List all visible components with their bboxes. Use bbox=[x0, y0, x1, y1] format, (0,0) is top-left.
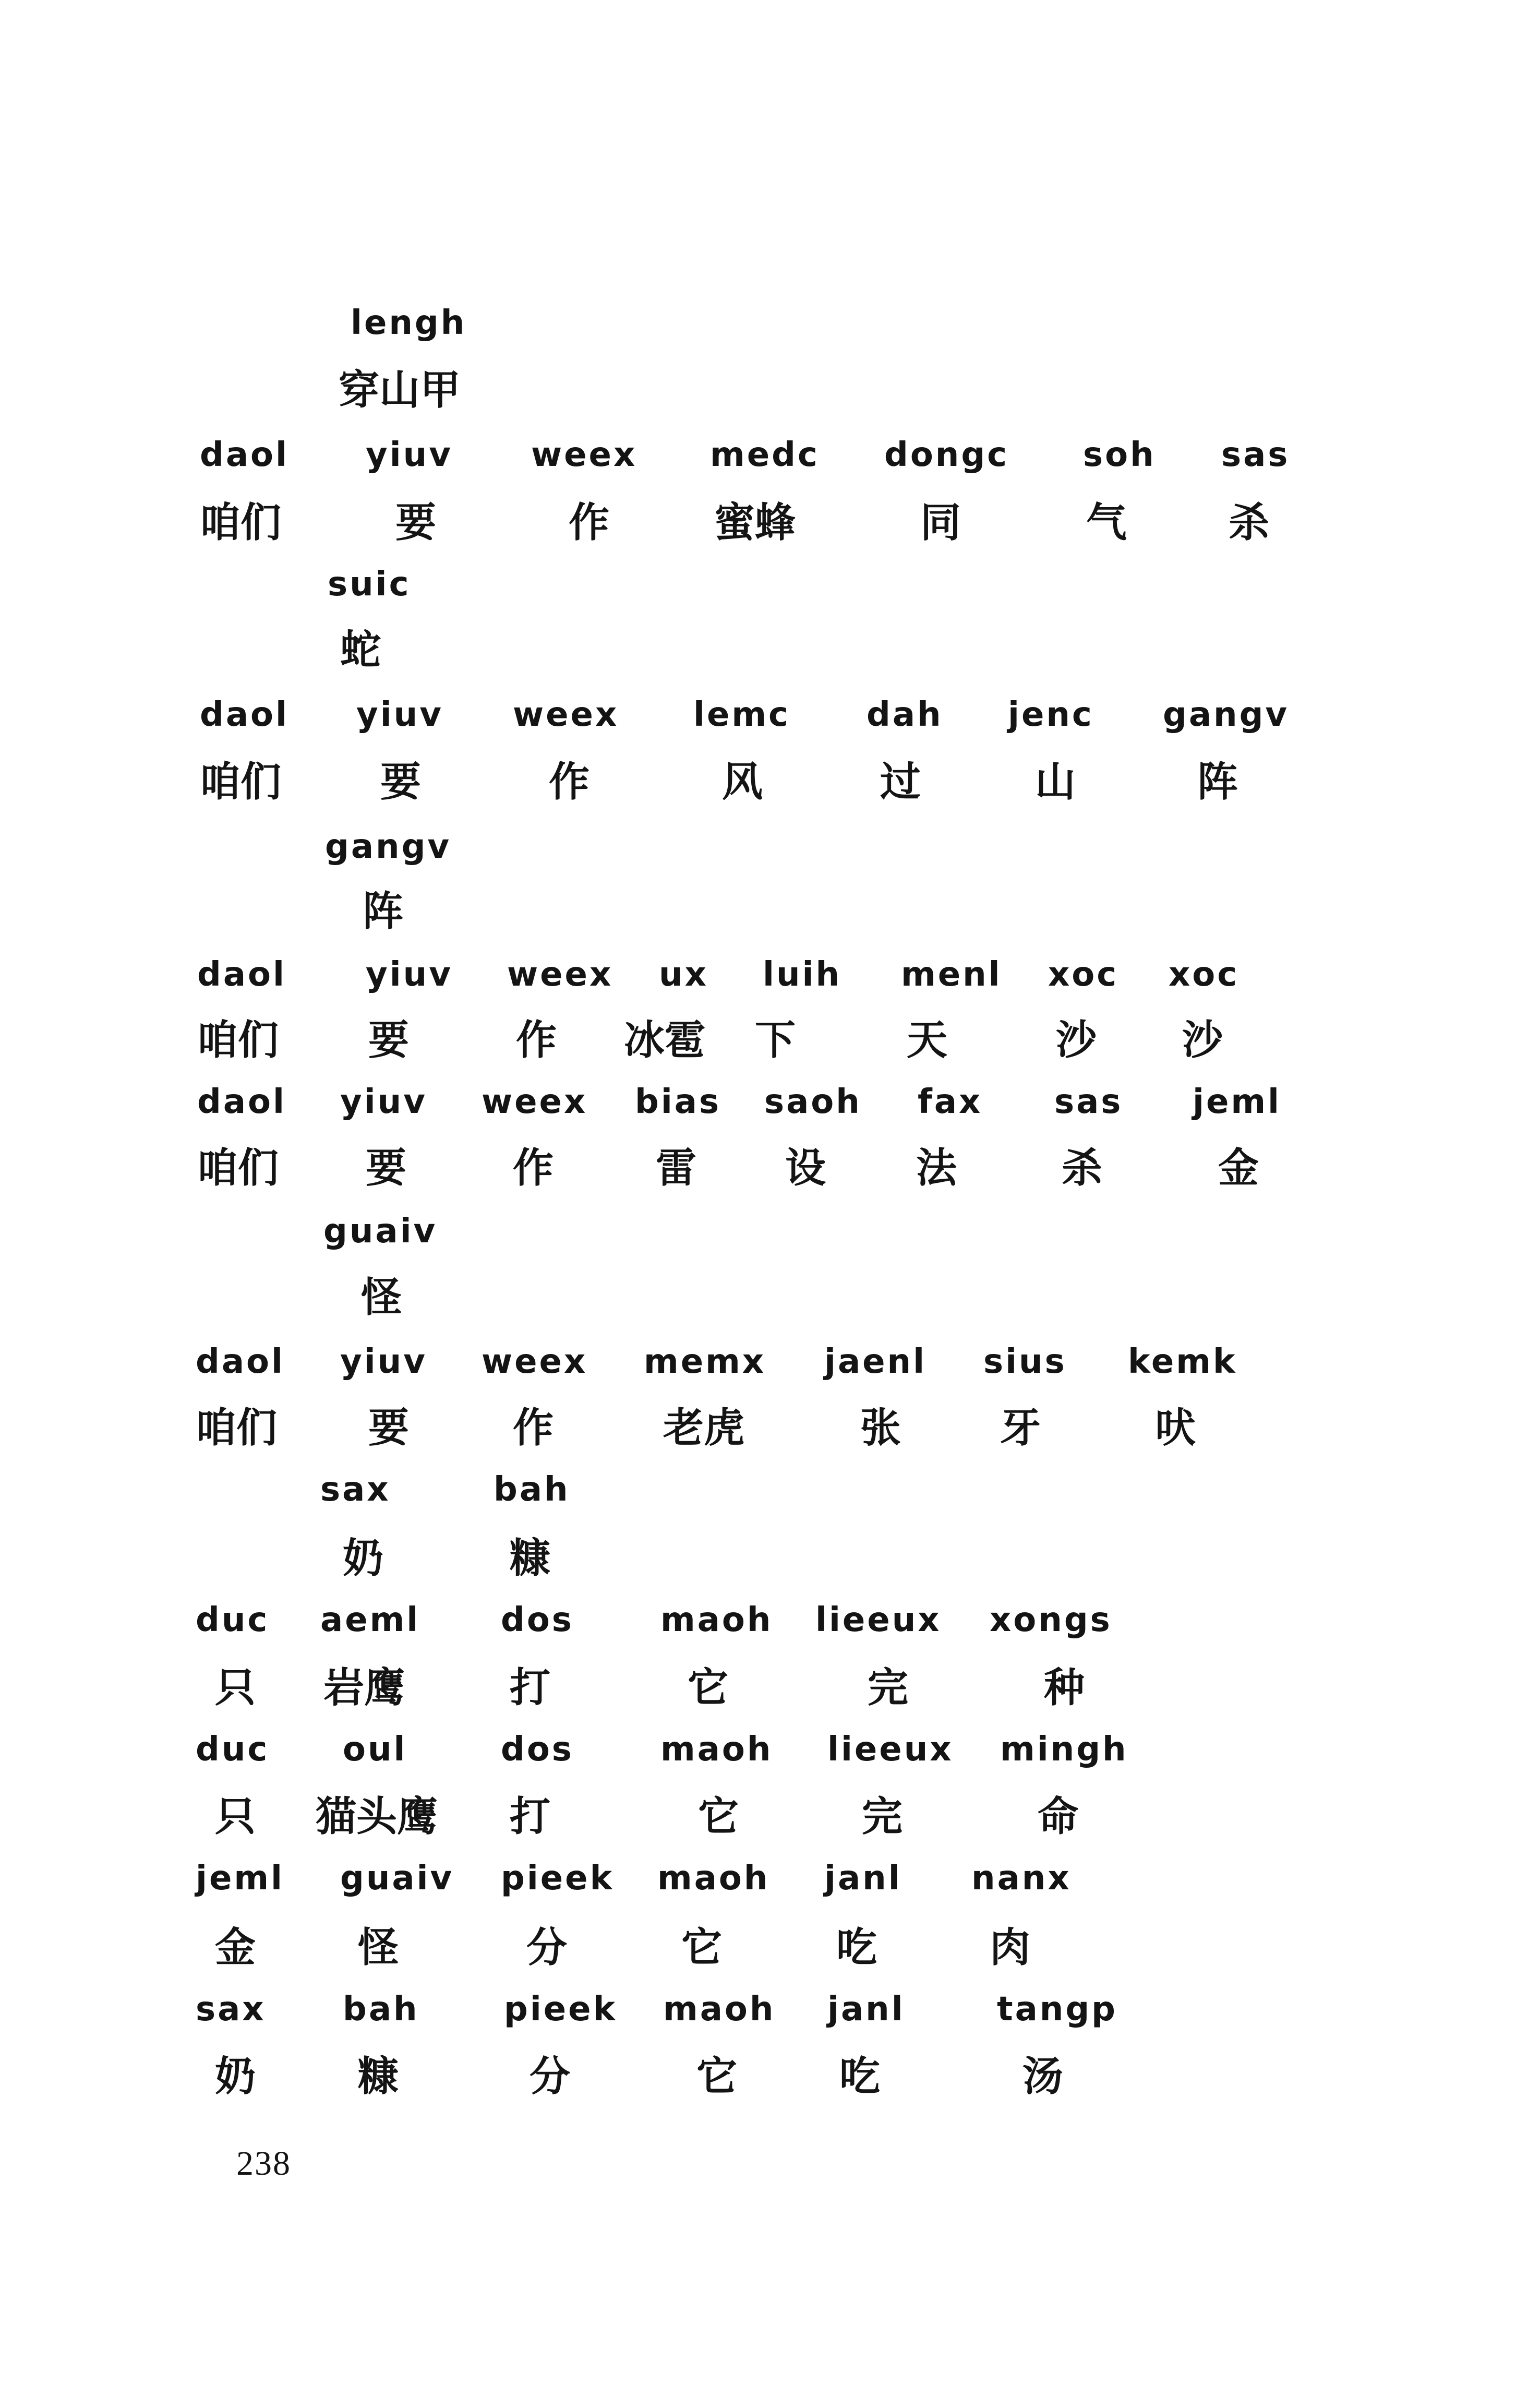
gloss-word: 作 bbox=[549, 759, 590, 806]
gloss-word: 张 bbox=[860, 1405, 901, 1452]
gloss-line bbox=[0, 367, 1540, 414]
romanized-line bbox=[0, 1211, 1540, 1252]
gloss-word: 打 bbox=[510, 1664, 551, 1711]
gloss-word: 肉 bbox=[990, 1924, 1031, 1971]
gloss-line bbox=[0, 1793, 1540, 1840]
gloss-line bbox=[0, 1664, 1540, 1711]
gloss-word: 吠 bbox=[1155, 1405, 1196, 1452]
gloss-word: 金 bbox=[215, 1924, 256, 1971]
romanized-word: dongc bbox=[884, 436, 1009, 474]
gloss-word: 分 bbox=[530, 2053, 571, 2100]
gloss-word: 作 bbox=[569, 499, 610, 546]
gloss-word: 打 bbox=[510, 1793, 551, 1840]
gloss-word: 命 bbox=[1038, 1793, 1079, 1840]
romanized-word: yiuv bbox=[356, 696, 443, 734]
gloss-word: 蛇 bbox=[340, 627, 381, 674]
romanized-word: sax bbox=[196, 1990, 266, 2029]
gloss-word: 天 bbox=[907, 1017, 948, 1064]
romanized-word: lemc bbox=[693, 696, 790, 734]
romanized-word: yiuv bbox=[366, 436, 453, 474]
gloss-word: 岩鹰 bbox=[323, 1664, 405, 1711]
gloss-word: 糠 bbox=[358, 2053, 399, 2100]
romanized-word: daol bbox=[200, 436, 289, 474]
gloss-word: 种 bbox=[1044, 1664, 1085, 1711]
romanized-word: jeml bbox=[196, 1859, 284, 1898]
romanized-word: lengh bbox=[351, 304, 467, 342]
gloss-word: 冰雹 bbox=[624, 1017, 706, 1064]
page-number: 238 bbox=[236, 2144, 291, 2183]
romanized-word: bah bbox=[494, 1470, 570, 1509]
romanized-line bbox=[0, 1341, 1540, 1383]
gloss-word: 杀 bbox=[1062, 1145, 1103, 1192]
gloss-word: 下 bbox=[755, 1017, 796, 1064]
gloss-word: 作 bbox=[513, 1145, 554, 1192]
gloss-word: 吃 bbox=[836, 1924, 877, 1971]
romanized-word: yiuv bbox=[340, 1343, 427, 1381]
romanized-word: lieeux bbox=[815, 1601, 942, 1639]
gloss-word: 怪 bbox=[361, 1274, 402, 1321]
romanized-word: jeml bbox=[1193, 1083, 1281, 1121]
gloss-word: 只 bbox=[215, 1664, 256, 1711]
gloss-line bbox=[0, 1274, 1540, 1321]
romanized-word: janl bbox=[827, 1990, 905, 2029]
gloss-word: 雷 bbox=[656, 1145, 697, 1192]
romanized-word: maoh bbox=[660, 1601, 773, 1639]
romanized-line bbox=[0, 1081, 1540, 1123]
gloss-word: 阵 bbox=[363, 888, 404, 935]
gloss-line bbox=[0, 1145, 1540, 1192]
romanized-word: xoc bbox=[1169, 955, 1240, 994]
gloss-word: 沙 bbox=[1056, 1017, 1097, 1064]
gloss-word: 奶 bbox=[215, 2053, 256, 2100]
romanized-word: soh bbox=[1083, 436, 1156, 474]
gloss-word: 分 bbox=[526, 1924, 568, 1971]
gloss-word: 风 bbox=[722, 759, 763, 806]
romanized-word: kemk bbox=[1128, 1343, 1237, 1381]
romanized-word: maoh bbox=[657, 1859, 770, 1898]
gloss-word: 蜜蜂 bbox=[714, 499, 796, 546]
gloss-line bbox=[0, 888, 1540, 935]
gloss-line bbox=[0, 759, 1540, 806]
gloss-word: 沙 bbox=[1182, 1017, 1223, 1064]
romanized-line bbox=[0, 302, 1540, 344]
gloss-word: 作 bbox=[513, 1405, 554, 1452]
gloss-word: 要 bbox=[368, 1405, 410, 1452]
gloss-word: 要 bbox=[368, 1017, 410, 1064]
romanized-word: weex bbox=[531, 436, 637, 474]
gloss-word: 穿山甲 bbox=[339, 367, 461, 414]
romanized-word: saoh bbox=[764, 1083, 862, 1121]
romanized-word: guaiv bbox=[323, 1212, 438, 1251]
romanized-word: dah bbox=[867, 696, 943, 734]
romanized-word: gangv bbox=[325, 828, 452, 866]
romanized-word: duc bbox=[196, 1730, 270, 1769]
gloss-word: 完 bbox=[862, 1793, 903, 1840]
gloss-word: 气 bbox=[1086, 499, 1127, 546]
romanized-word: daol bbox=[200, 696, 289, 734]
romanized-word: menl bbox=[901, 955, 1002, 994]
gloss-word: 吃 bbox=[839, 2053, 881, 2100]
gloss-word: 猫头鹰 bbox=[316, 1793, 438, 1840]
romanized-word: luih bbox=[763, 955, 841, 994]
gloss-word: 它 bbox=[696, 2053, 738, 2100]
romanized-word: sax bbox=[320, 1470, 391, 1509]
gloss-word: 它 bbox=[698, 1793, 739, 1840]
gloss-word: 咱们 bbox=[197, 1145, 279, 1192]
romanized-line bbox=[0, 1469, 1540, 1511]
romanized-word: mingh bbox=[1000, 1730, 1128, 1769]
romanized-word: weex bbox=[507, 955, 613, 994]
gloss-word: 阵 bbox=[1197, 759, 1238, 806]
romanized-word: sius bbox=[983, 1343, 1067, 1381]
gloss-line bbox=[0, 1405, 1540, 1452]
romanized-word: maoh bbox=[660, 1730, 773, 1769]
gloss-word: 要 bbox=[380, 759, 422, 806]
gloss-word: 汤 bbox=[1022, 2053, 1064, 2100]
romanized-word: pieek bbox=[504, 1990, 618, 2029]
romanized-word: oul bbox=[343, 1730, 407, 1769]
romanized-line bbox=[0, 1857, 1540, 1899]
gloss-word: 它 bbox=[688, 1664, 729, 1711]
romanized-word: dos bbox=[501, 1730, 574, 1769]
gloss-line bbox=[0, 1924, 1540, 1971]
gloss-word: 金 bbox=[1218, 1145, 1259, 1192]
romanized-line bbox=[0, 564, 1540, 605]
gloss-word: 设 bbox=[785, 1145, 826, 1192]
romanized-line bbox=[0, 1599, 1540, 1641]
romanized-word: pieek bbox=[501, 1859, 615, 1898]
gloss-word: 过 bbox=[880, 759, 921, 806]
romanized-word: fax bbox=[918, 1083, 983, 1121]
gloss-line bbox=[0, 627, 1540, 674]
gloss-word: 作 bbox=[516, 1017, 557, 1064]
gloss-word: 怪 bbox=[358, 1924, 399, 1971]
gloss-line bbox=[0, 2053, 1540, 2100]
romanized-word: weex bbox=[482, 1083, 588, 1121]
gloss-word: 咱们 bbox=[196, 1405, 278, 1452]
gloss-word: 法 bbox=[916, 1145, 957, 1192]
romanized-word: nanx bbox=[971, 1859, 1072, 1898]
gloss-word: 完 bbox=[868, 1664, 909, 1711]
romanized-word: ux bbox=[659, 955, 708, 994]
romanized-line bbox=[0, 694, 1540, 736]
romanized-word: gangv bbox=[1163, 696, 1290, 734]
romanized-word: duc bbox=[196, 1601, 270, 1639]
gloss-word: 只 bbox=[215, 1793, 256, 1840]
romanized-word: xoc bbox=[1048, 955, 1119, 994]
romanized-word: maoh bbox=[663, 1990, 776, 2029]
romanized-word: lieeux bbox=[827, 1730, 954, 1769]
romanized-word: tangp bbox=[997, 1990, 1117, 2029]
romanized-word: jenc bbox=[1008, 696, 1094, 734]
romanized-word: weex bbox=[482, 1343, 588, 1381]
romanized-word: medc bbox=[710, 436, 820, 474]
gloss-word: 要 bbox=[395, 499, 437, 546]
gloss-line bbox=[0, 499, 1540, 546]
gloss-word: 山 bbox=[1035, 759, 1076, 806]
romanized-word: daol bbox=[197, 1083, 286, 1121]
gloss-word: 杀 bbox=[1229, 499, 1270, 546]
gloss-word: 同 bbox=[920, 499, 961, 546]
romanized-word: bah bbox=[343, 1990, 419, 2029]
gloss-word: 咱们 bbox=[200, 759, 282, 806]
romanized-word: weex bbox=[513, 696, 619, 734]
gloss-word: 它 bbox=[681, 1924, 723, 1971]
romanized-word: sas bbox=[1054, 1083, 1123, 1121]
gloss-word: 老虎 bbox=[663, 1405, 745, 1452]
romanized-word: guaiv bbox=[340, 1859, 454, 1898]
gloss-line bbox=[0, 1017, 1540, 1064]
romanized-word: jaenl bbox=[824, 1343, 927, 1381]
romanized-line bbox=[0, 1729, 1540, 1770]
gloss-word: 要 bbox=[366, 1145, 407, 1192]
romanized-word: daol bbox=[196, 1343, 285, 1381]
romanized-word: yiuv bbox=[340, 1083, 427, 1121]
gloss-word: 咱们 bbox=[200, 499, 282, 546]
romanized-line bbox=[0, 954, 1540, 996]
romanized-word: yiuv bbox=[366, 955, 453, 994]
romanized-word: aeml bbox=[320, 1601, 420, 1639]
romanized-word: bias bbox=[635, 1083, 721, 1121]
romanized-line bbox=[0, 434, 1540, 476]
romanized-word: janl bbox=[824, 1859, 902, 1898]
romanized-word: xongs bbox=[990, 1601, 1112, 1639]
romanized-line bbox=[0, 1988, 1540, 2030]
romanized-word: suic bbox=[328, 565, 411, 604]
gloss-word: 咱们 bbox=[197, 1017, 279, 1064]
gloss-word: 糠 bbox=[510, 1535, 551, 1582]
gloss-line bbox=[0, 1535, 1540, 1582]
romanized-word: sas bbox=[1221, 436, 1290, 474]
romanized-word: daol bbox=[197, 955, 286, 994]
romanized-word: memx bbox=[644, 1343, 766, 1381]
romanized-line bbox=[0, 826, 1540, 868]
gloss-word: 奶 bbox=[343, 1535, 384, 1582]
romanized-word: dos bbox=[501, 1601, 574, 1639]
gloss-word: 牙 bbox=[1000, 1405, 1041, 1452]
